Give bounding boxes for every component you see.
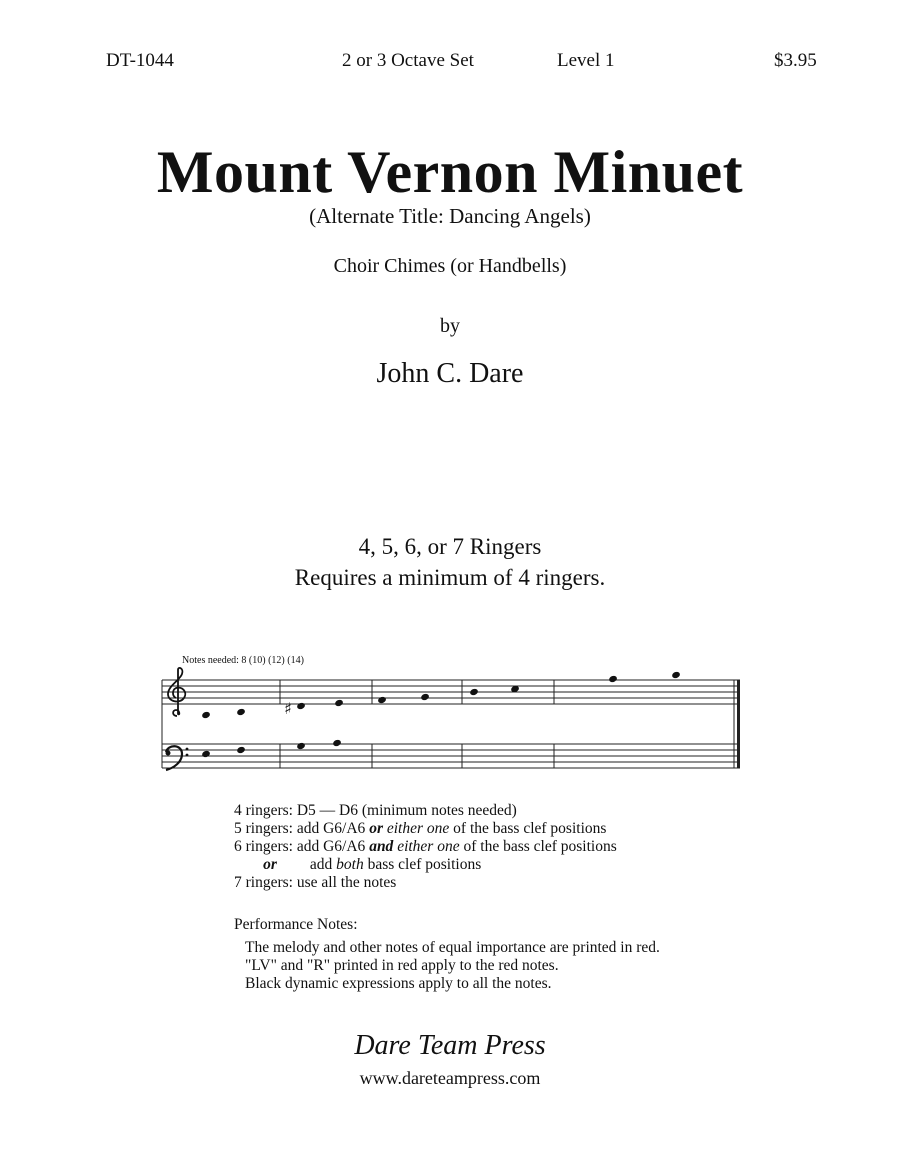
ringer-text: D5 — D6 (minimum notes needed) [296, 802, 517, 819]
sharp-icon: ♯ [284, 699, 292, 718]
note-head [296, 702, 306, 710]
ringer-label: 4 ringers: [234, 802, 293, 819]
ringer-emphasis: and [369, 838, 394, 855]
note-head [420, 693, 430, 701]
note-head [334, 699, 344, 707]
composer-name: John C. Dare [376, 358, 524, 389]
publisher-website: www.dareteampress.com [359, 1068, 541, 1088]
page-title: Mount Vernon Minuet [156, 139, 744, 205]
ringer-row-5 [234, 820, 606, 838]
note-head [332, 739, 342, 747]
note-head [377, 696, 387, 704]
by-label: by [440, 315, 460, 337]
bass-staff-lines [162, 744, 740, 768]
performance-note: Black dynamic expressions apply to all the notes. [245, 975, 552, 992]
performance-note: "LV" and "R" printed in red apply to the red notes. [245, 957, 559, 974]
ringer-row-7 [234, 874, 396, 892]
notes-needed-label: Notes needed: 8 (10) (12) (14) [182, 655, 304, 666]
bass-notes [201, 739, 342, 758]
instrumentation: Choir Chimes (or Handbells) [333, 255, 567, 277]
ringer-emphasis: or [263, 856, 277, 873]
ringer-italic: both [336, 856, 364, 873]
note-head [608, 675, 618, 683]
note-head [296, 742, 306, 750]
ringer-text: bass clef positions [367, 856, 482, 873]
ringer-label: 5 ringers: [234, 820, 293, 837]
ringer-label: 6 ringers: [234, 838, 293, 855]
ringer-count: 4, 5, 6, or 7 Ringers [358, 534, 542, 559]
ringer-text: of the bass clef positions [463, 838, 617, 855]
ringer-italic: either one [386, 820, 450, 837]
ringer-text: of the bass clef positions [453, 820, 607, 837]
ringer-text: add G6/A6 [296, 838, 366, 855]
note-head [469, 688, 479, 696]
final-barline [737, 680, 740, 768]
catalog-number: DT-1044 [106, 50, 174, 71]
note-head [201, 711, 211, 719]
octave-set: 2 or 3 Octave Set [342, 50, 474, 71]
bar-lines [162, 680, 734, 768]
minimum-ringers: Requires a minimum of 4 ringers. [294, 565, 606, 590]
performance-notes-heading: Performance Notes: [234, 916, 358, 933]
note-head [236, 708, 246, 716]
alternate-title: (Alternate Title: Dancing Angels) [309, 204, 591, 228]
performance-note: The melody and other notes of equal importance are printed in red. [245, 939, 660, 956]
ringer-italic: either one [397, 838, 460, 855]
ringer-row-6 [234, 838, 617, 856]
treble-notes [201, 671, 681, 719]
ringer-text: add G6/A6 [296, 820, 366, 837]
ringer-label: 7 ringers: [234, 874, 293, 891]
publisher-name: Dare Team Press [354, 1030, 546, 1061]
ringer-row-4 [234, 802, 517, 820]
note-head [236, 746, 246, 754]
ringer-text: add [309, 856, 333, 873]
music-staff [158, 664, 742, 784]
difficulty-level: Level 1 [557, 50, 615, 71]
ringer-row-6-alt [234, 856, 481, 874]
ringer-emphasis: or [369, 820, 383, 837]
note-head [671, 671, 681, 679]
note-head [201, 750, 211, 758]
ringer-text: use all the notes [296, 874, 397, 891]
price: $3.95 [774, 50, 817, 71]
treble-staff-lines [162, 680, 740, 704]
